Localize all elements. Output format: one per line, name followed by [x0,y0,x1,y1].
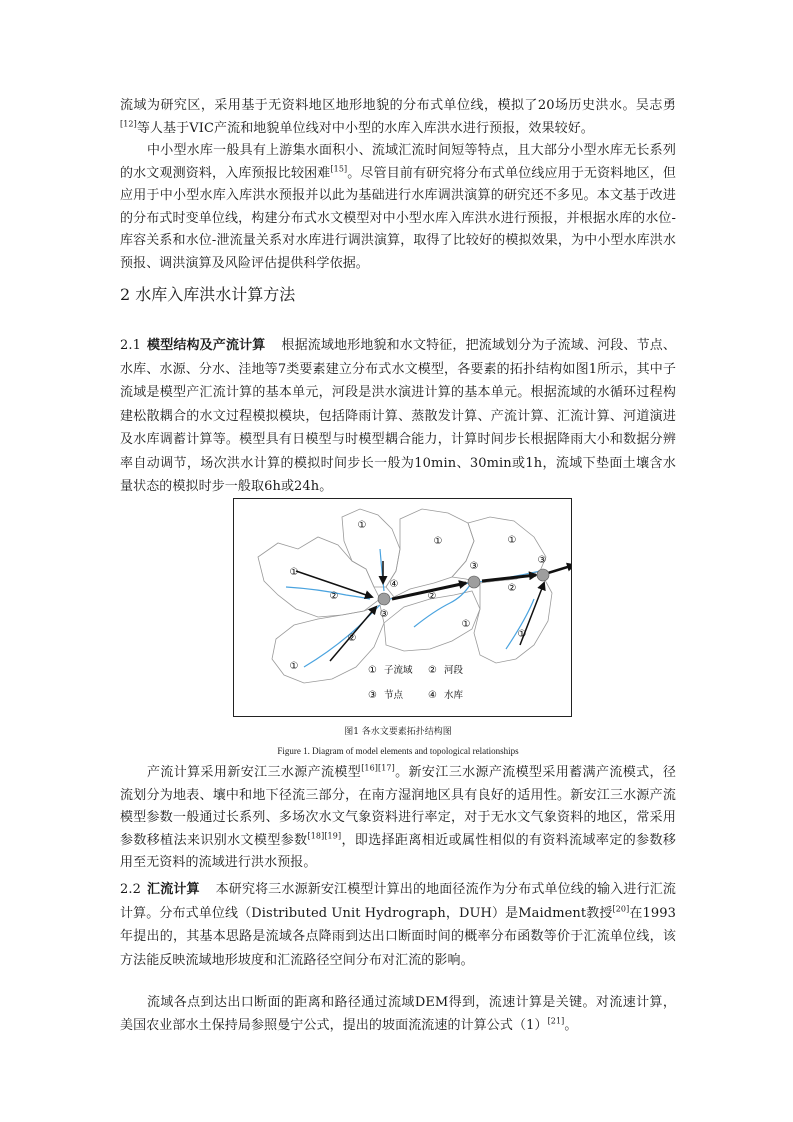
label-reach: ② [507,583,517,594]
legend-symbol: ② [428,665,437,676]
label-node: ③ [379,609,389,620]
label-reach: ② [329,591,339,602]
section-heading: 2 水库入库洪水计算方法 [120,285,296,304]
label-subbasin: ① [289,567,299,578]
figure-caption-cn: 图1 各水文要素拓扑结构图 [344,727,452,737]
text-run: ，即选择距离相近或属性相似的有资料流域率定的参数移用至无资料的流域进行洪水预报。 [120,832,676,870]
subsection-title: 模型结构及产流计算 [146,338,266,353]
subbasin-outline [258,537,380,617]
citation: [18][19] [307,831,342,841]
label-reservoir: ④ [389,579,399,590]
label-subbasin: ① [289,661,299,672]
legend-symbol: ① [368,665,377,676]
citation: [21] [547,1016,565,1026]
river [506,599,534,649]
paragraph-velocity [120,992,676,1037]
subsection-2-1 [120,334,676,499]
citation: [12] [120,119,137,129]
paragraph-runoff [120,762,676,875]
legend-label-subbasin: 子流域 [384,665,413,676]
node-marker [378,593,390,605]
figure-caption-en: Figure 1. Diagram of model elements and topological relationships [277,746,519,756]
label-subbasin: ① [357,520,367,531]
label-subbasin: ① [433,536,443,547]
citation: [16][17] [361,763,395,773]
subsection-number: 2.1 [120,338,141,353]
legend-label-reservoir: 水库 [444,690,464,701]
label-reach: ② [347,633,357,644]
label-subbasin: ① [461,619,471,630]
subsection-text: 根据流域地形地貌和水文特征，把流域划分为子流域、河段、节点、水库、水源、分水、洼地等7类要素建立分布式水文模型，各要素的拓扑结构如图1所示，其中子流域是模型产汇流计算的基本单元，河段是洪水演进计算的基本单元。根据流域的水循环过程构建松散耦合的水文过程模拟模块，包括降雨计算、蒸散发计算、产流计算、汇流计算、河道演进及水库调蓄计算等。模型具有日模型与时模型耦合能力，计算时间步长根据降雨大小和数据分辨率自动调节，场次洪水计算的模拟时间步长一般为10min、30min或1h，流域下垫面土壤含水量状态的模拟时步一般取6h或24h。 [120,338,676,494]
paragraph-intro-continued [120,95,676,140]
label-node: ③ [469,561,479,572]
text-run: 本研究将三水源新安江模型计算出的地面径流作为分布式单位线的输入进行汇流计算。分布式单位线（Distributed Unit Hydrograph，DUH）是Maidment教授 [120,882,676,921]
citation: [20] [612,904,630,914]
topology-diagram [234,499,571,716]
label-subbasin: ① [507,535,517,546]
subbasin-outline [342,509,400,587]
legend-symbol: ④ [428,690,437,701]
river [286,587,370,599]
node-marker [468,576,480,588]
text-run: 产流计算采用新安江三水源产流模型 [147,765,362,780]
subsection-2-2 [120,878,676,972]
legend-symbol: ③ [368,690,377,701]
text-run: 中小型水库一般具有上游集水面积小、流域汇流时间短等特点，且大部分小型水库无长系列的水文观测资料，入库预报比较困难 [120,143,676,181]
text-run: 在1993年提出的，其基本思路是流域各点降雨到达出口断面时间的概率分布函数等价于汇流单位线，该方法能反映流域地形坡度和汇流路径空间分布对汇流的影响。 [120,905,676,968]
legend-label-node: 节点 [384,690,404,701]
text-run: 等人基于VIC产流和地貌单位线对中小型的水库入库洪水进行预报，效果较好。 [136,120,594,136]
paragraph-background [120,140,676,275]
text-run: 流域各点到达出口断面的距离和路径通过流域DEM得到，流速计算是关键。对流速计算，美国农业部水土保持局参照曼宁公式，提出的坡面流流速的计算公式（1） [120,995,676,1033]
flow-arrow [548,565,571,573]
legend-label-reach: 河段 [444,665,464,676]
text-run: 。新安江三水源产流模型采用蓄满产流模式，径流划分为地表、壤中和地下径流三部分，在南方湿润地区具有良好的适用性。新安江三水源产流模型参数一般通过长系列、多场次水文气象资料进行率定，对于无水文气象资料的地区，常采用参数移植法来识别水文模型参数 [120,765,676,848]
text-run: 。 [564,1017,578,1033]
subsection-number: 2.2 [120,882,141,897]
citation: [15] [330,164,348,174]
river [304,605,380,667]
label-subbasin: ① [517,629,527,640]
node-marker [537,569,549,581]
subsection-title: 汇流计算 [146,882,200,897]
label-reach: ② [427,591,437,602]
label-node: ③ [537,555,547,566]
text-run: 流域为研究区，采用基于无资料地区地形地貌的分布式单位线，模拟了20场历史洪水。吴志勇 [120,98,676,113]
text-run: 。尽管目前有研究将分布式单位线应用于无资料地区，但应用于中小型水库入库洪水预报并以此为基础进行水库调洪演算的研究还不多见。本文基于改进的分布式时变单位线，构建分布式水文模型对中小型水库入库洪水进行预报，并根据水库的水位-库容关系和水位-泄流量关系对水库进行调洪演算，取得了比较好的模拟效果，为中小型水库洪水预报、调洪演算及风险评估提供科学依据。 [120,165,676,271]
figure-topology [233,498,572,717]
